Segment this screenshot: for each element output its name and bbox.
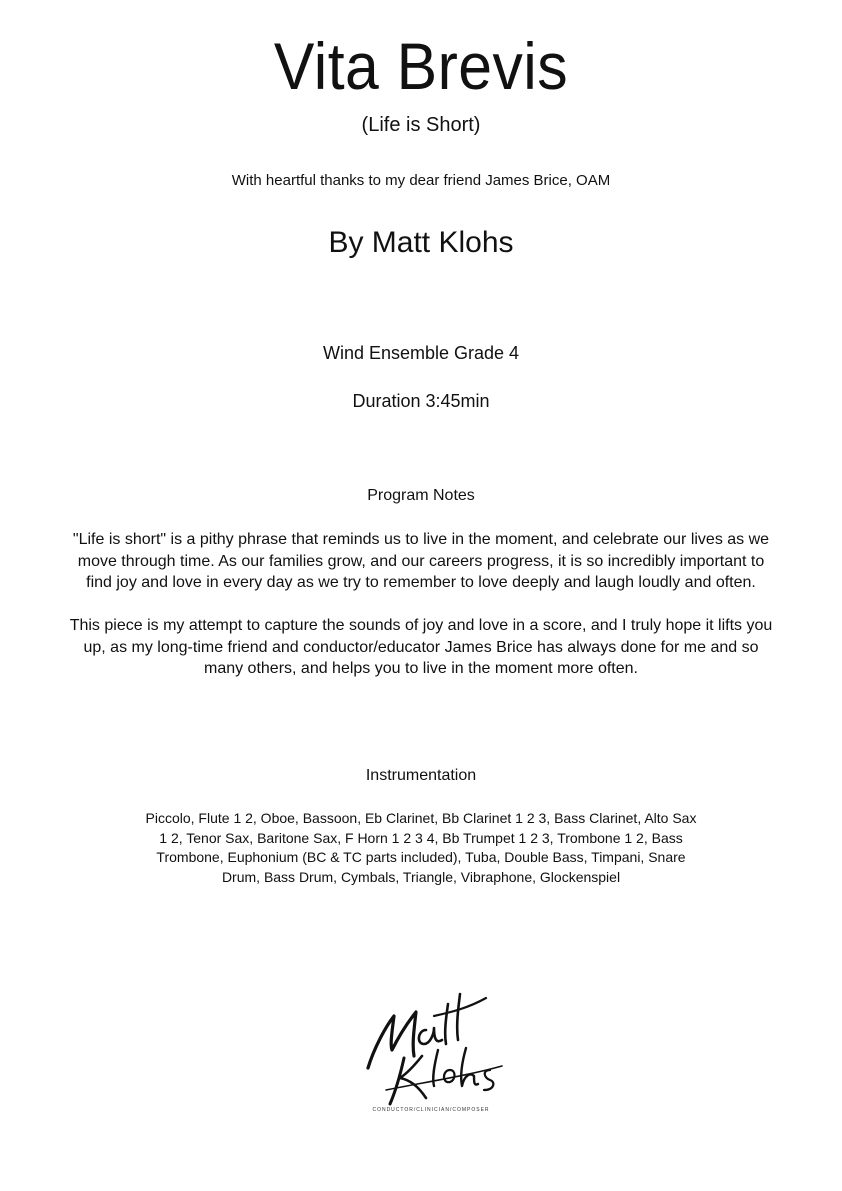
ensemble-grade: Wind Ensemble Grade 4 [322,343,520,363]
program-notes-paragraph: "Life is short" is a pithy phrase that reminds us to live in the moment, and celebrate our lives as we move through time. As our families grow, and our careers progress, it is so incredibly important to find joy and love in every day as we try to remember to love deeply and laugh loudly and often. [72,531,770,591]
piece-subtitle: (Life is Short) [361,114,481,136]
piece-title: Vita Brevis [273,29,569,103]
program-notes-paragraph: This piece is my attempt to capture the sounds of joy and love in a score, and I truly hope it lifts you up, as my long-time friend and conductor/educator James Brice has always done for me and so many others, and helps you to live in the moment more often. [69,617,773,677]
duration: Duration 3:45min [352,391,490,411]
instrumentation-list: Piccolo, Flute 1 2, Oboe, Bassoon, Eb Clarinet, Bb Clarinet 1 2 3, Bass Clarinet, Alto Sax 1 2, Tenor Sax, Baritone Sax, F Horn 1 2 3 4, Bb Trumpet 1 2 3, Trombone 1 2, Bass Trombone, Euphonium (BC & TC parts included), Tuba, Double Bass, Timpani, Snare Drum, Bass Drum, Cymbals, Triangle, Vibraphone, Glockenspiel [145,810,697,885]
composer-byline: By Matt Klohs [328,226,514,259]
dedication: With heartful thanks to my dear friend James Brice, OAM [231,172,611,189]
signature-logo [356,986,506,1116]
program-notes-heading: Program Notes [367,487,475,504]
program-notes [66,529,776,701]
logo-caption: CONDUCTOR/CLINICIAN/COMPOSER [372,1107,490,1113]
instrumentation-heading: Instrumentation [365,767,477,784]
